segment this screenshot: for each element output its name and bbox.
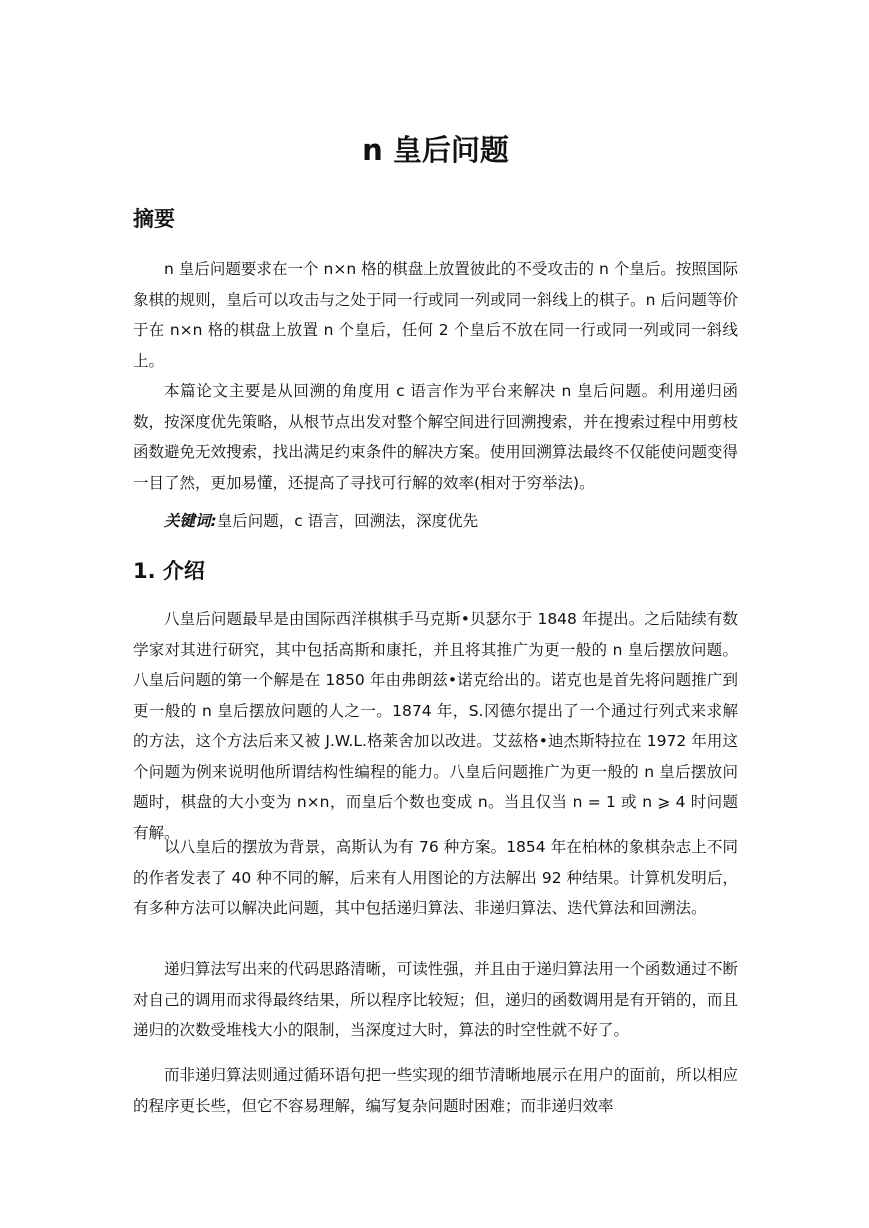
abstract-paragraph: 本篇论文主要是从回溯的角度用 c 语言作为平台来解决 n 皇后问题。利用递归函数，按深度优先策略，从根节点出发对整个解空间进行回溯搜索，并在搜索过程中用剪枝函数避免无效搜索，找出满足约束条件的解决方案。使用回溯算法最终不仅能使问题变得一目了然，更加易懂，还提高了寻找可行解的效率(相对于穷举法)。 — [133, 382, 738, 492]
abstract-paragraph: n 皇后问题要求在一个 n×n 格的棋盘上放置彼此的不受攻击的 n 个皇后。按照国际象棋的规则，皇后可以攻击与之处于同一行或同一列或同一斜线上的棋子。n 后问题等价于在 n×n 格的棋盘上放置 n 个皇后，任何 2 个皇后不放在同一行或同一列或同一斜线上。 — [133, 260, 738, 370]
intro-paragraph: 而非递归算法则通过循环语句把一些实现的细节清晰地展示在用户的面前，所以相应的程序更长些，但它不容易理解，编写复杂问题时困难；而非递归效率 — [133, 1066, 738, 1115]
section-heading-introduction: 1. 介绍 — [133, 559, 205, 583]
keywords-label: 关键词: — [164, 512, 217, 530]
intro-paragraph: 递归算法写出来的代码思路清晰，可读性强，并且由于递归算法用一个函数通过不断对自己的调用而求得最终结果，所以程序比较短；但，递归的函数调用是有开销的，而且递归的次数受堆栈大小的限制，当深度过大时，算法的时空性就不好了。 — [133, 960, 738, 1039]
paper-title: n 皇后问题 — [362, 133, 509, 167]
intro-paragraph: 以八皇后的摆放为背景，高斯认为有 76 种方案。1854 年在柏林的象棋杂志上不同的作者发表了 40 种不同的解，后来有人用图论的方法解出 92 种结果。计算机发明后，有多种方法可以解决此问题，其中包括递归算法、非递归算法、迭代算法和回溯法。 — [133, 838, 738, 917]
keywords-line — [133, 506, 738, 537]
abstract-heading: 摘要 — [133, 207, 175, 231]
keywords-text: 皇后问题，c 语言，回溯法，深度优先 — [216, 512, 479, 530]
intro-paragraph: 八皇后问题最早是由国际西洋棋棋手马克斯•贝瑟尔于 1848 年提出。之后陆续有数学家对其进行研究，其中包括高斯和康托，并且将其推广为更一般的 n 皇后摆放问题。八皇后问题的第一个解是在 1850 年由弗朗兹•诺克给出的。诺克也是首先将问题推广到更一般的 n 皇后摆放问题的人之一。1874 年，S.冈德尔提出了一个通过行列式来求解的方法，这个方法后来又被 J.W.L.格莱舍加以改进。艾兹格•迪杰斯特拉在 1972 年用这个问题为例来说明他所谓结构性编程的能力。八皇后问题推广为更一般的 n 皇后摆放问题时，棋盘的大小变为 n×n，而皇后个数也变成 n。当且仅当 n = 1 或 n ⩾ 4 时问题有解。 — [133, 610, 738, 842]
